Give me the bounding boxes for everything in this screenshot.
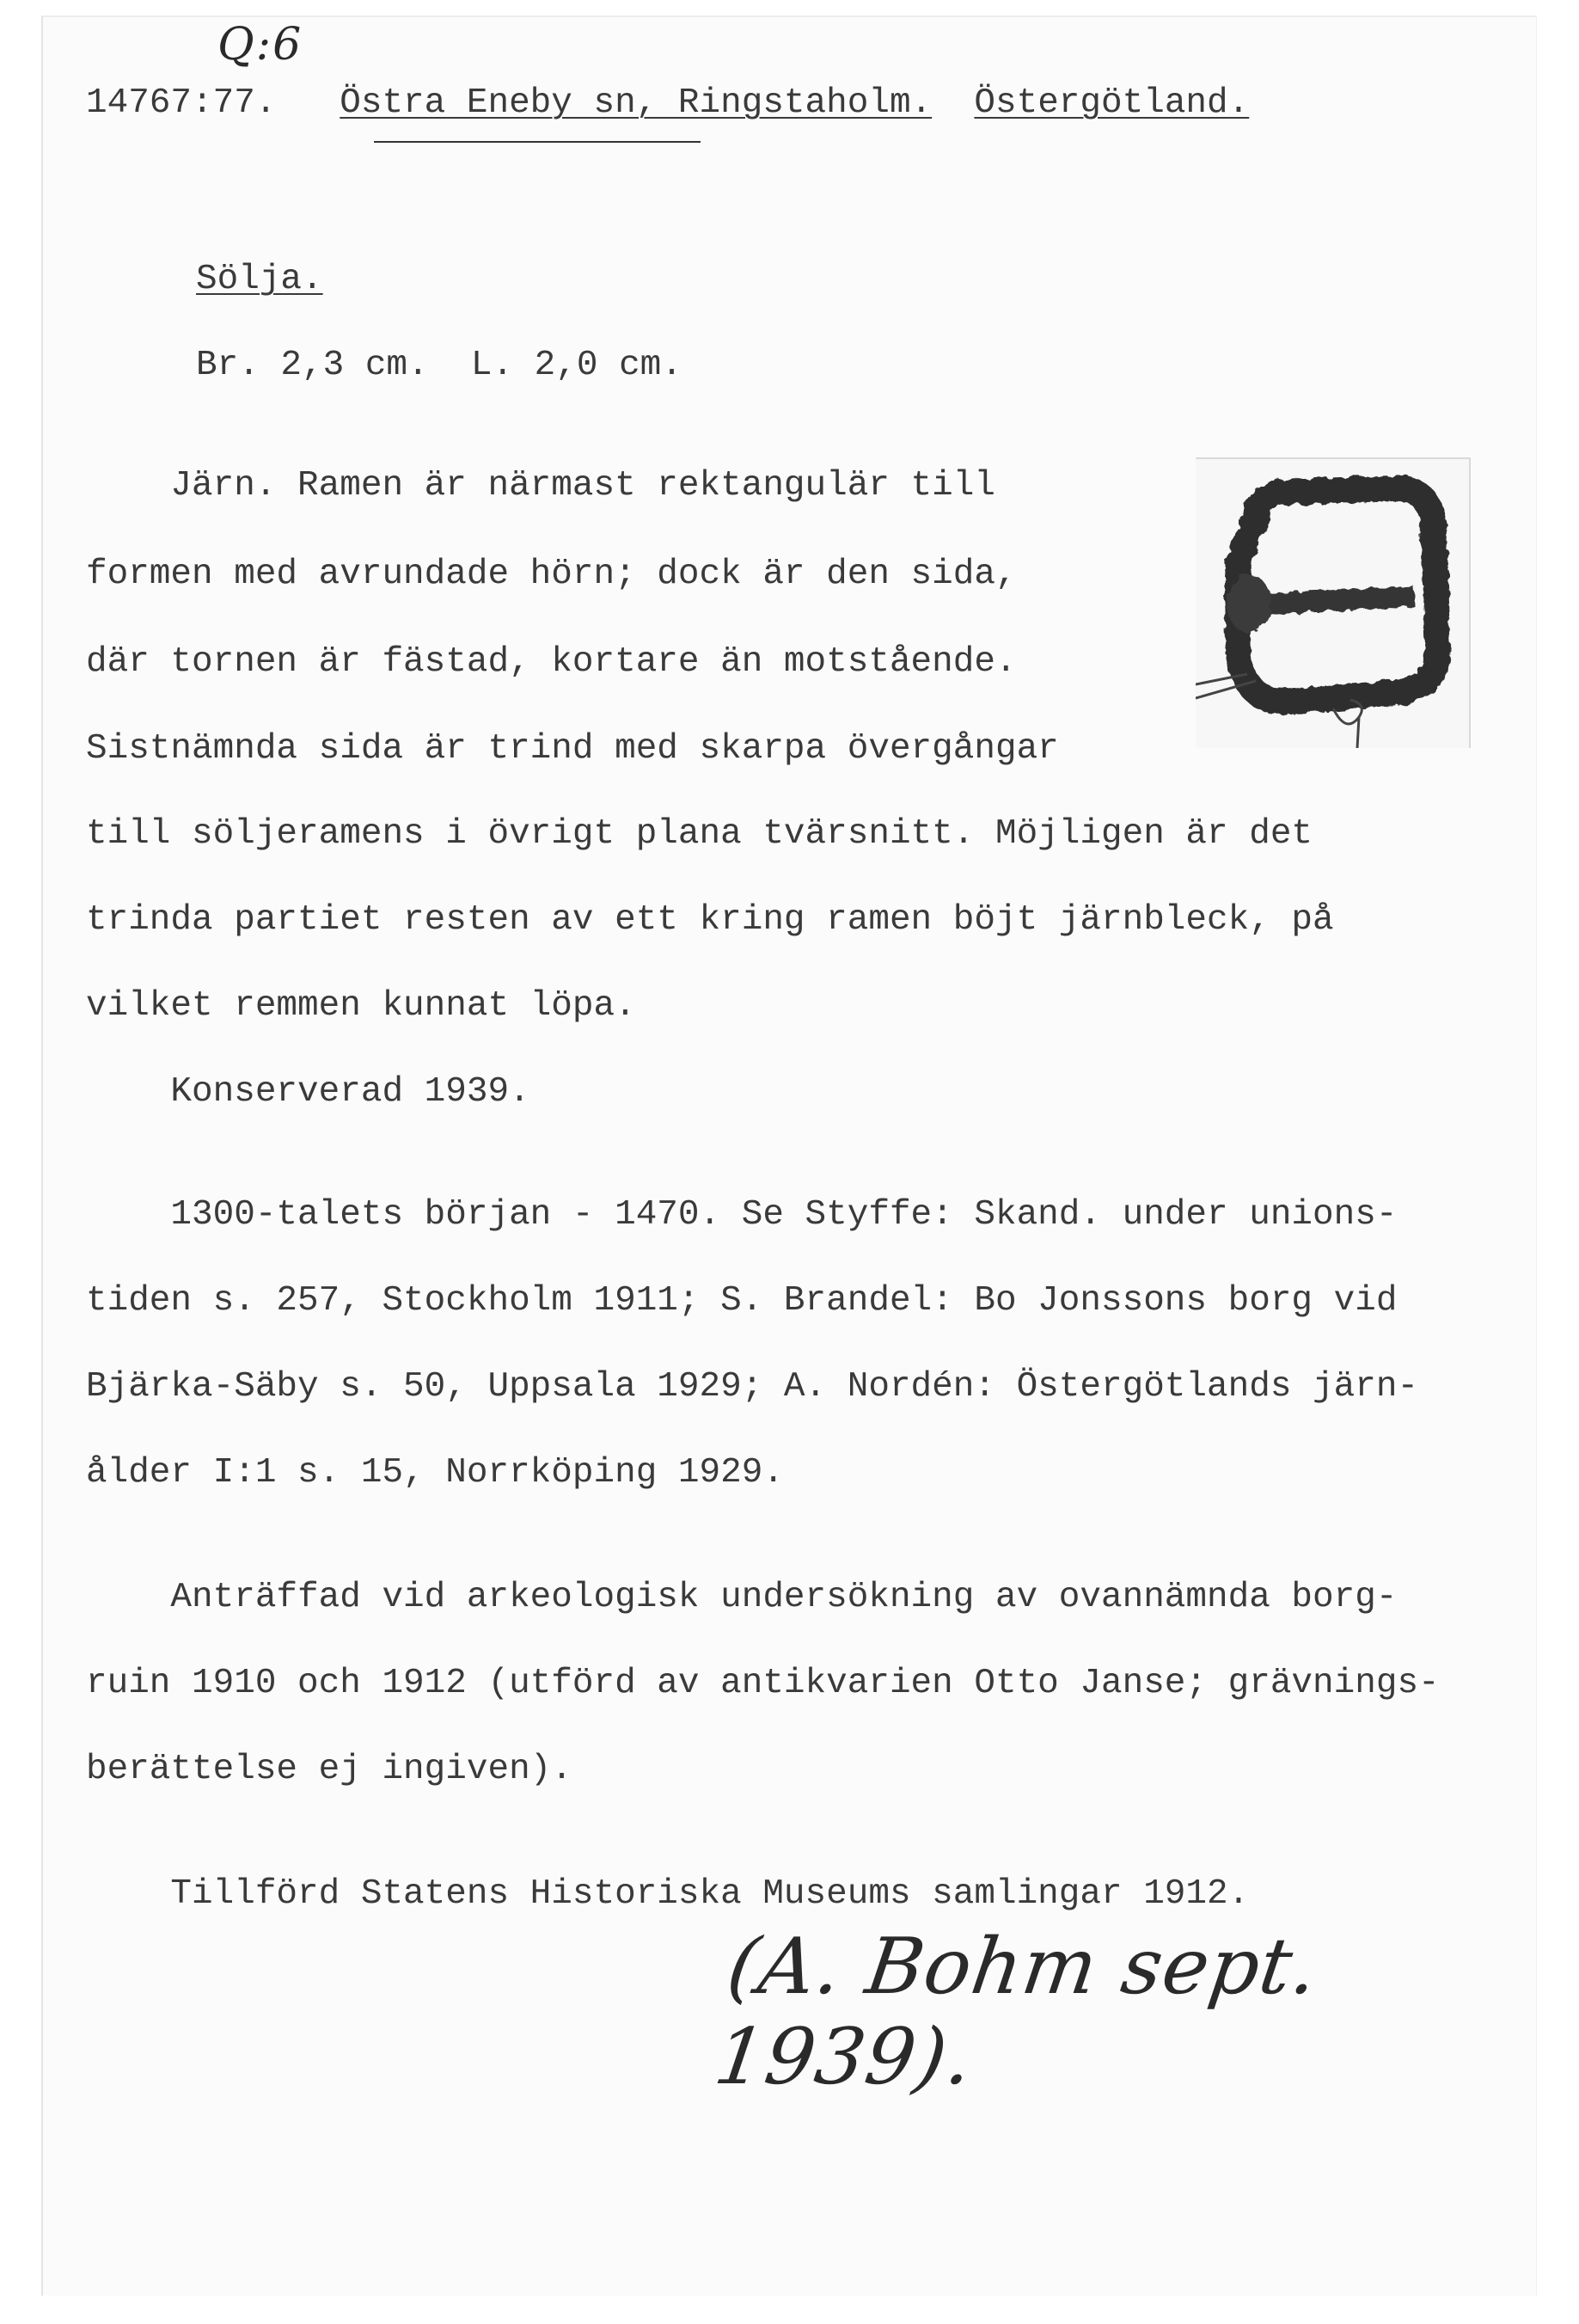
header-line xyxy=(86,83,1250,123)
dating-line: 1300-talets början - 1470. Se Styffe: Skand. under unions- xyxy=(86,1195,1398,1235)
description-line: formen med avrundade hörn; dock är den sida, xyxy=(86,555,1017,594)
description-line: till söljeramens i övrigt plana tvärsnitt. Möjligen är det xyxy=(86,814,1313,854)
description-line: där tornen är fästad, kortare än motstående. xyxy=(86,642,1017,682)
find-line: berättelse ej ingiven). xyxy=(86,1750,572,1789)
province: Östergötland. xyxy=(974,83,1250,123)
dating-line: ålder I:1 s. 15, Norrköping 1929. xyxy=(86,1453,784,1493)
dating-line: Bjärka-Säby s. 50, Uppsala 1929; A. Nordén: Östergötlands järn- xyxy=(86,1367,1419,1407)
description-line: Sistnämnda sida är trind med skarpa övergångar xyxy=(86,729,1059,769)
handwritten-note: Q:6 xyxy=(217,19,303,71)
description-line: Järn. Ramen är närmast rektangulär till xyxy=(86,466,995,506)
location-double-underline xyxy=(374,141,701,143)
signature: (A. Bohm sept. 1939). xyxy=(709,1922,1325,2102)
dating-line: tiden s. 257, Stockholm 1911; S. Brandel: Bo Jonssons borg vid xyxy=(86,1281,1398,1321)
dimensions: Br. 2,3 cm. L. 2,0 cm. xyxy=(196,346,682,385)
description-line: Konserverad 1939. xyxy=(86,1072,530,1112)
buckle-photo xyxy=(1196,457,1471,748)
find-line: Anträffad vid arkeologisk undersökning av ovannämnda borg- xyxy=(86,1578,1398,1617)
inventory-number: 14767:77. xyxy=(86,83,277,123)
description-line: vilket remmen kunnat löpa. xyxy=(86,986,636,1026)
object-title: Sölja. xyxy=(196,260,323,299)
description-line: trinda partiet resten av ett kring ramen böjt järnbleck, på xyxy=(86,900,1334,940)
location: Östra Eneby sn, Ringstaholm. xyxy=(340,83,933,123)
buckle-icon xyxy=(1196,459,1469,748)
acquisition: Tillförd Statens Historiska Museums samlingar 1912. xyxy=(86,1874,1250,1914)
find-line: ruin 1910 och 1912 (utförd av antikvarien Otto Janse; grävnings- xyxy=(86,1664,1440,1703)
